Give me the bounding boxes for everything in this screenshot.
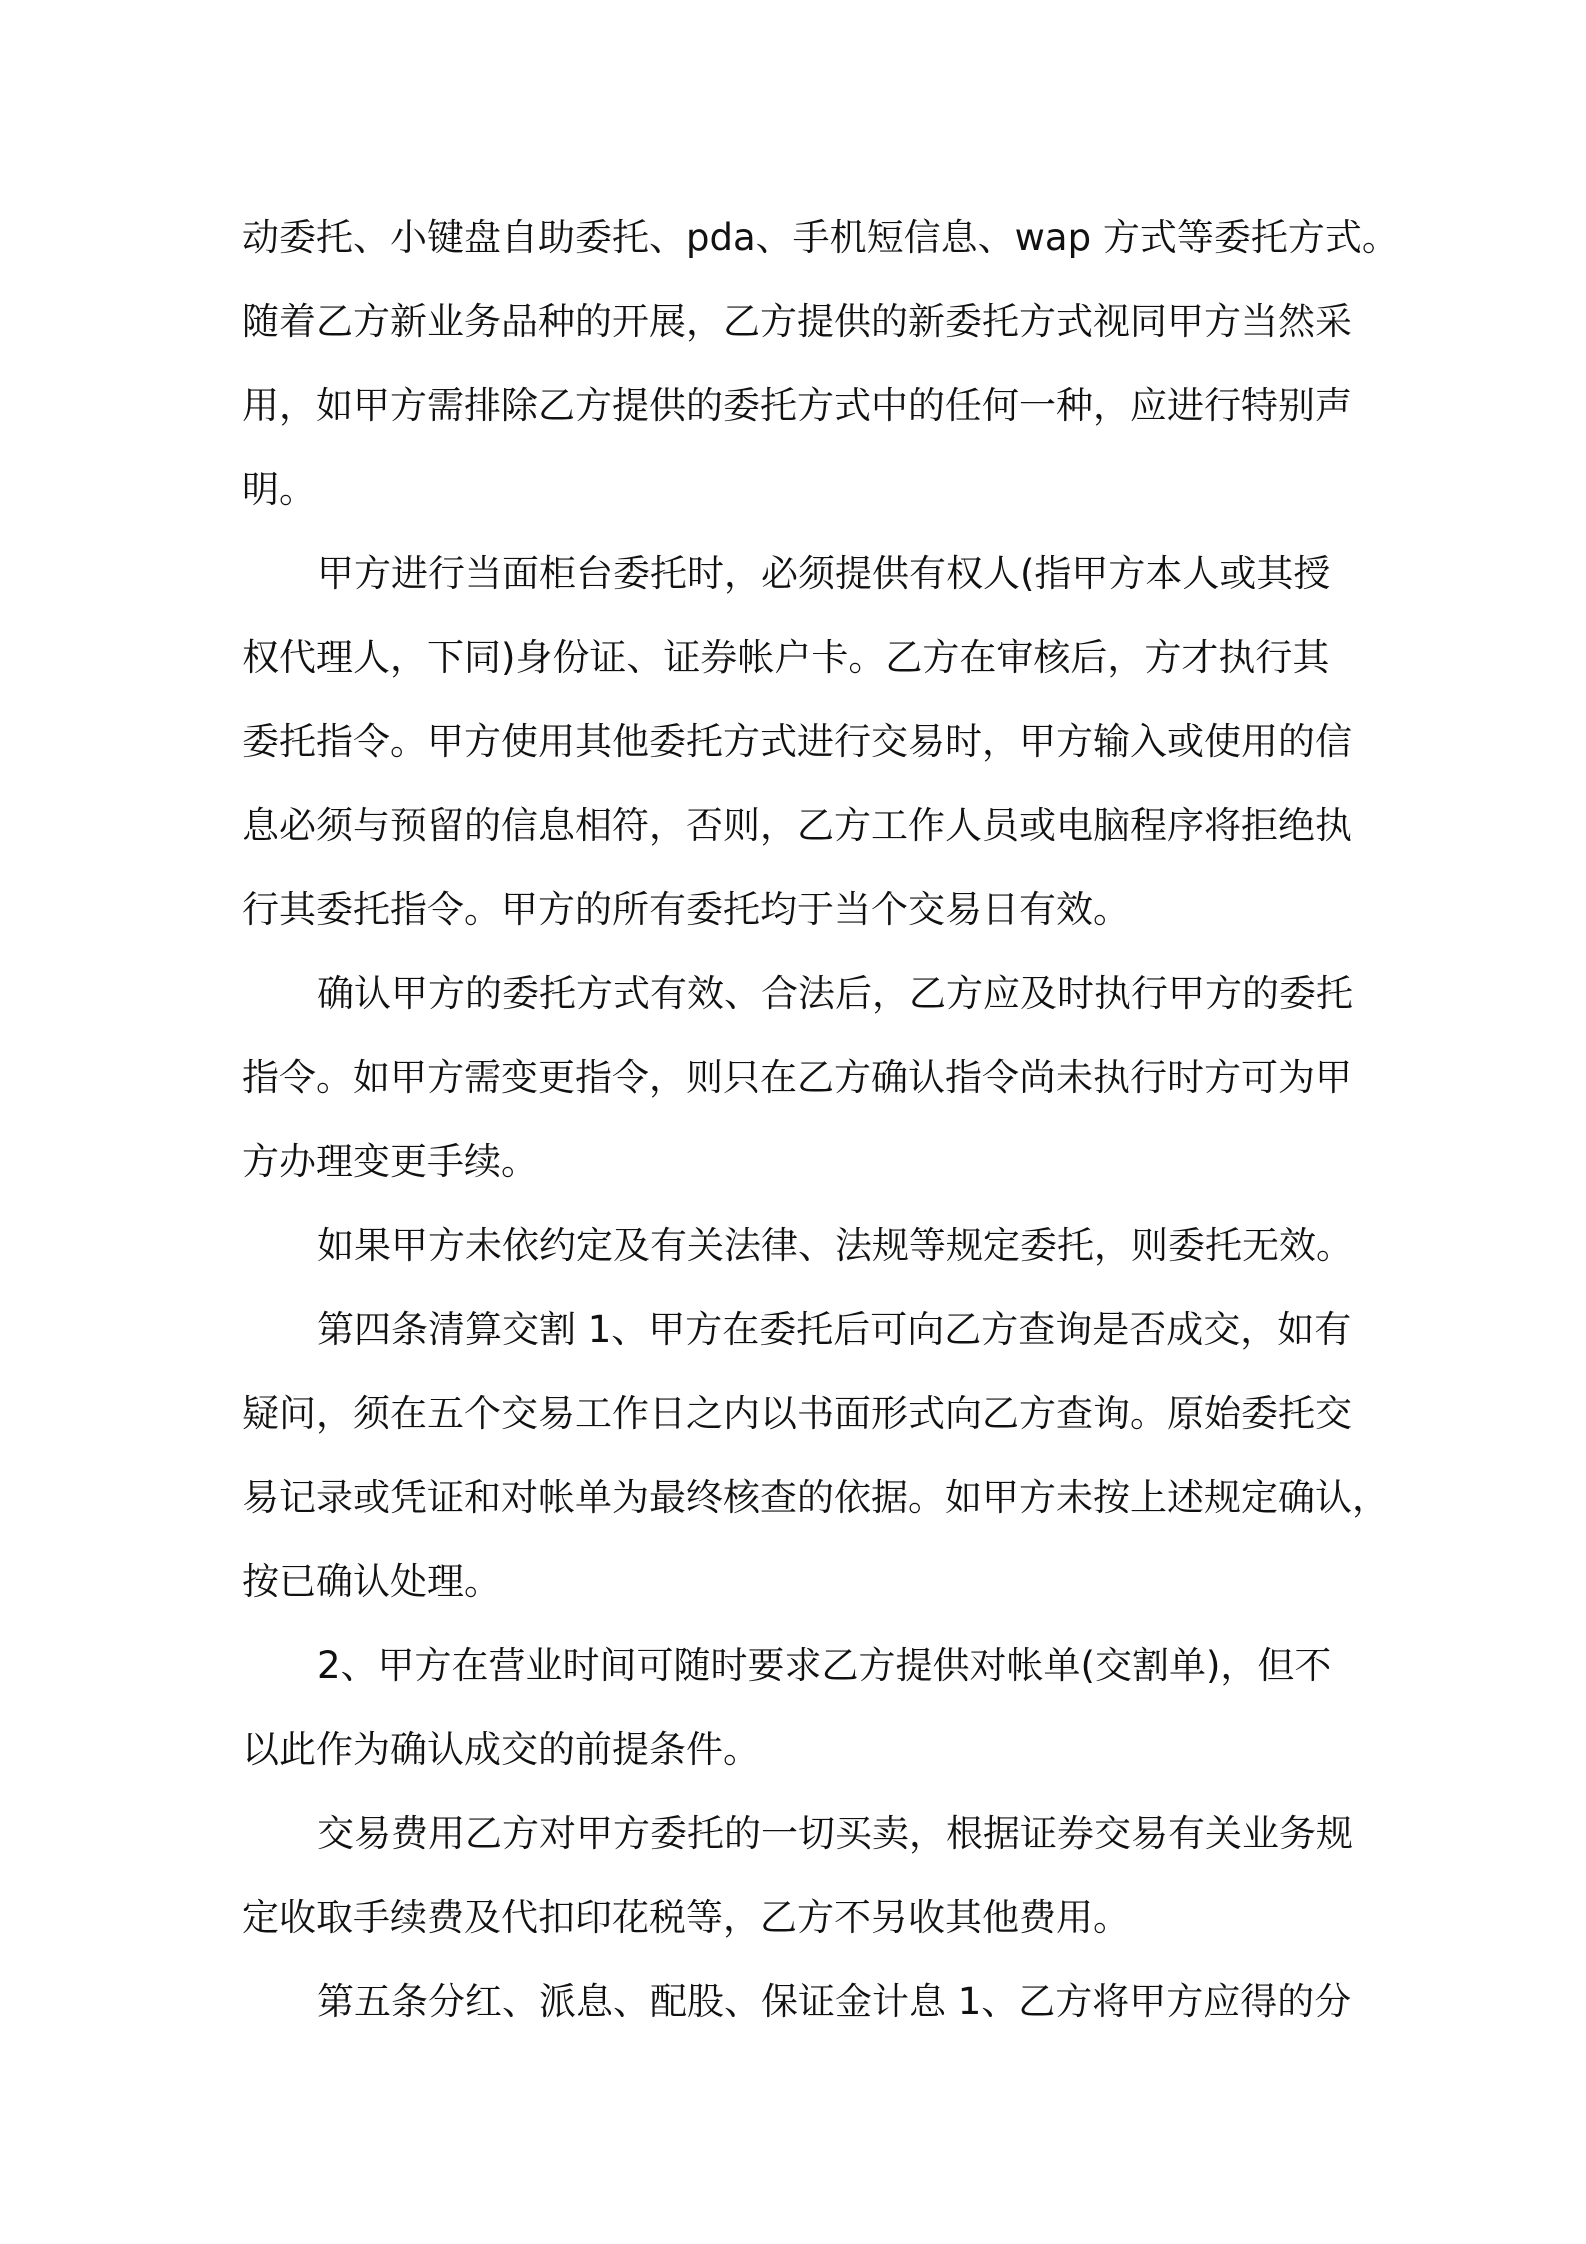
text-line: 动委托、小键盘自助委托、pda、手机短信息、wap 方式等委托方式。 [242, 216, 1399, 259]
text-line: 指令。如甲方需变更指令，则只在乙方确认指令尚未执行时方可为甲 [242, 1056, 1352, 1099]
text-line: 权代理人，下同)身份证、证券帐户卡。乙方在审核后，方才执行其 [242, 636, 1330, 679]
text-line: 第四条清算交割 1、甲方在委托后可向乙方查询是否成交，如有 [317, 1308, 1352, 1351]
text-line: 行其委托指令。甲方的所有委托均于当个交易日有效。 [242, 888, 1130, 931]
text-line: 甲方进行当面柜台委托时，必须提供有权人(指甲方本人或其授 [317, 552, 1331, 595]
text-line: 如果甲方未依约定及有关法律、法规等规定委托，则委托无效。 [317, 1224, 1353, 1267]
document-body [242, 196, 1399, 2044]
text-line: 交易费用乙方对甲方委托的一切买卖，根据证券交易有关业务规 [317, 1812, 1353, 1855]
text-line: 2、甲方在营业时间可随时要求乙方提供对帐单(交割单)，但不 [317, 1644, 1332, 1687]
text-line: 委托指令。甲方使用其他委托方式进行交易时，甲方输入或使用的信 [242, 720, 1352, 763]
text-line: 易记录或凭证和对帐单为最终核查的依据。如甲方未按上述规定确认， [242, 1476, 1389, 1519]
text-line: 以此作为确认成交的前提条件。 [242, 1728, 760, 1771]
text-line: 方办理变更手续。 [242, 1140, 538, 1183]
text-line: 明。 [242, 468, 316, 511]
text-line: 随着乙方新业务品种的开展，乙方提供的新委托方式视同甲方当然采 [242, 300, 1352, 343]
text-line: 确认甲方的委托方式有效、合法后，乙方应及时执行甲方的委托 [317, 972, 1353, 1015]
text-line: 用，如甲方需排除乙方提供的委托方式中的任何一种，应进行特别声 [242, 384, 1352, 427]
text-line: 第五条分红、派息、配股、保证金计息 1、乙方将甲方应得的分 [317, 1980, 1352, 2023]
text-line: 按已确认处理。 [242, 1560, 501, 1603]
text-line: 疑问，须在五个交易工作日之内以书面形式向乙方查询。原始委托交 [242, 1392, 1352, 1435]
text-line: 息必须与预留的信息相符，否则，乙方工作人员或电脑程序将拒绝执 [242, 804, 1352, 847]
text-line: 定收取手续费及代扣印花税等，乙方不另收其他费用。 [242, 1896, 1130, 1939]
